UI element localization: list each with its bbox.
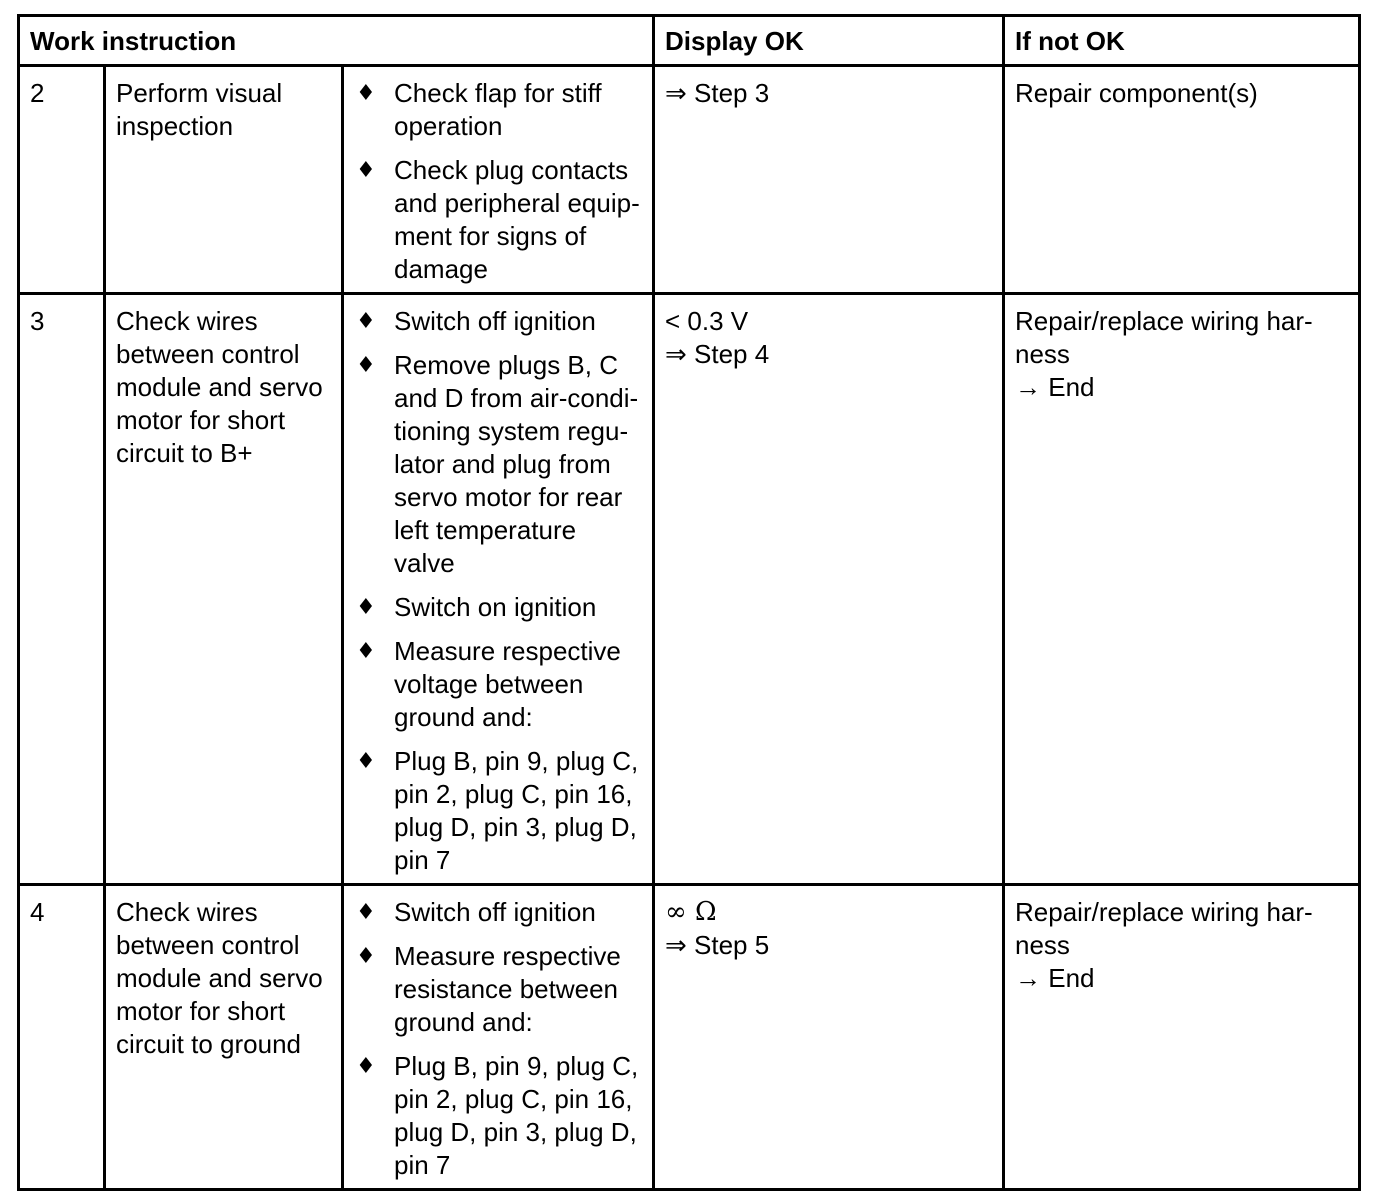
header-display-ok: Display OK — [654, 16, 1004, 66]
procedure-item: ♦ Check flap for stiff operation — [356, 78, 602, 141]
procedure-cell — [343, 294, 654, 885]
procedure-item: ♦ Remove plugs B, C and D from air-condi-tioning system regu-lator and plug from servo motor for rear left temperature valve — [356, 350, 639, 578]
diamond-bullet-icon: ♦ — [356, 353, 376, 378]
step-number: 2 — [19, 66, 105, 294]
display-ok-cell — [654, 885, 1004, 1190]
procedure-cell — [343, 885, 654, 1190]
diamond-bullet-icon: ♦ — [356, 595, 376, 620]
display-ok-cell — [654, 294, 1004, 885]
diamond-bullet-icon: ♦ — [356, 81, 376, 106]
table-row — [19, 294, 1360, 885]
procedure-item: ♦ Plug B, pin 9, plug C, pin 2, plug C, pin 16, plug D, pin 3, plug D, pin 7 — [356, 1051, 639, 1180]
step-description: Check wires between control module and servo motor for short circuit to B+ — [105, 294, 343, 885]
diamond-bullet-icon: ♦ — [356, 639, 376, 664]
table-row — [19, 66, 1360, 294]
if-not-ok-line: → End — [1015, 963, 1095, 993]
diamond-bullet-icon: ♦ — [356, 1054, 376, 1079]
diamond-bullet-icon: ♦ — [356, 944, 376, 969]
procedure-item: ♦ Measure respective voltage between ground and: — [356, 636, 621, 732]
procedure-item: ♦ Switch on ignition — [356, 592, 597, 622]
diamond-bullet-icon: ♦ — [356, 900, 376, 925]
if-not-ok-cell — [1004, 294, 1360, 885]
procedure-cell — [343, 66, 654, 294]
step-description: Check wires between control module and servo motor for short circuit to ground — [105, 885, 343, 1190]
step-number: 3 — [19, 294, 105, 885]
display-ok-cell — [654, 66, 1004, 294]
procedure-list — [354, 77, 642, 286]
procedure-item: ♦ Plug B, pin 9, plug C, pin 2, plug C, pin 16, plug D, pin 3, plug D, pin 7 — [356, 746, 639, 875]
if-not-ok-cell — [1004, 66, 1360, 294]
display-ok-line: ⇒ Step 5 — [665, 930, 770, 960]
header-if-not-ok: If not OK — [1004, 16, 1360, 66]
procedure-list — [354, 896, 642, 1182]
if-not-ok-line: Repair/replace wiring har-ness — [1015, 897, 1313, 960]
display-ok-line: ⇒ Step 4 — [665, 339, 770, 369]
if-not-ok-line: Repair/replace wiring har-ness — [1015, 306, 1313, 369]
diamond-bullet-icon: ♦ — [356, 749, 376, 774]
procedure-list — [354, 305, 642, 877]
work-instruction-table — [17, 14, 1361, 1191]
procedure-item: ♦ Check plug contacts and peripheral equip-ment for signs of damage — [356, 155, 640, 284]
if-not-ok-line: → End — [1015, 372, 1095, 402]
diamond-bullet-icon: ♦ — [356, 309, 376, 334]
procedure-item: ♦ Measure respective resistance between ground and: — [356, 941, 621, 1037]
if-not-ok-cell — [1004, 885, 1360, 1190]
display-ok-line: < 0.3 V — [665, 306, 749, 336]
if-not-ok-line: Repair component(s) — [1015, 78, 1258, 108]
procedure-item: ♦ Switch off ignition — [356, 897, 596, 927]
table-row — [19, 885, 1360, 1190]
display-ok-line: ⇒ Step 3 — [665, 78, 770, 108]
step-description: Perform visual inspection — [105, 66, 343, 294]
table-header-row — [19, 16, 1360, 66]
diamond-bullet-icon: ♦ — [356, 158, 376, 183]
display-ok-line: ∞ Ω — [665, 897, 717, 927]
procedure-item: ♦ Switch off ignition — [356, 306, 596, 336]
header-work-instruction: Work instruction — [19, 16, 654, 66]
step-number: 4 — [19, 885, 105, 1190]
